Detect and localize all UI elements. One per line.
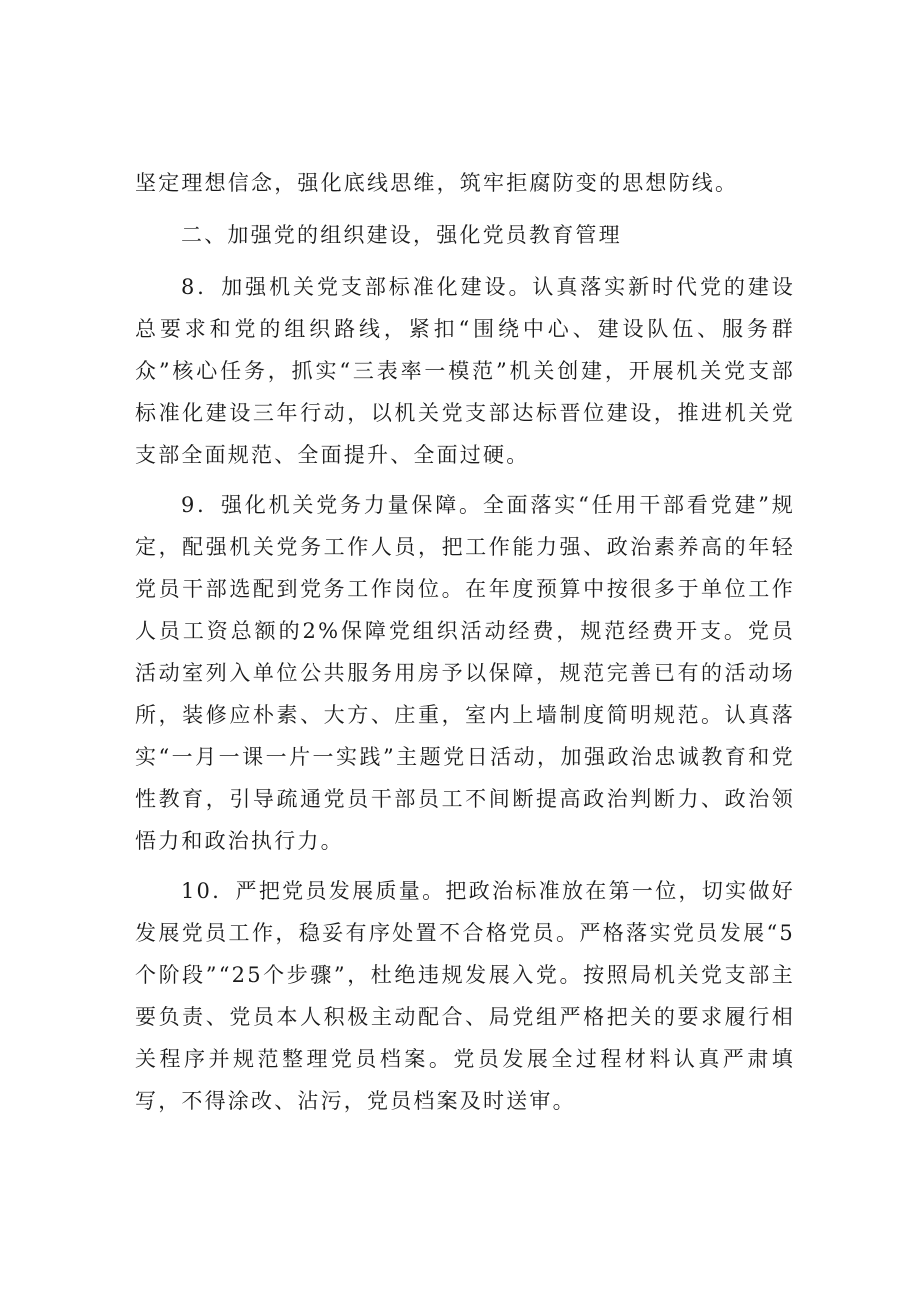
paragraph-item-10: 10．严把党员发展质量。把政治标准放在第一位，切实做好发展党员工作，稳妥有序处置不合格党员。严格落实党员发展“5个阶段”“25个步骤”，杜绝违规发展入党。按照局机关党支部主要负责、党员本人积极主动配合、局党组严格把关的要求履行相关程序并规范整理党员档案。党员发展全过程材料认真严肃填写，不得涂改、沾污，党员档案及时送审。 <box>135 879 795 1113</box>
paragraph-continuation: 坚定理想信念，强化底线思维，筑牢拒腐防变的思想防线。 <box>135 171 739 195</box>
paragraph-item-8: 8．加强机关党支部标准化建设。认真落实新时代党的建设总要求和党的组织路线，紧扣“围绕中心、建设队伍、服务群众”核心任务，抓实“三表率一模范”机关创建，开展机关党支部标准化建设三年行动，以机关党支部达标晋位建设，推进机关党支部全面规范、全面提升、全面过硬。 <box>135 275 795 467</box>
paragraph-item-9: 9．强化机关党务力量保障。全面落实“任用干部看党建”规定，配强机关党务工作人员，把工作能力强、政治素养高的年轻党员干部选配到党务工作岗位。在年度预算中按很多于单位工作人员工资总额的2%保障党组织活动经费，规范经费开支。党员活动室列入单位公共服务用房予以保障，规范完善已有的活动场所，装修应朴素、大方、庄重，室内上墙制度简明规范。认真落实“一月一课一片一实践”主题党日活动，加强政治忠诚教育和党性教育，引导疏通党员干部员工不间断提高政治判断力、政治领悟力和政治执行力。 <box>135 493 795 853</box>
section-heading: 二、加强党的组织建设，强化党员教育管理 <box>181 223 622 247</box>
document-body <box>135 162 795 1122</box>
